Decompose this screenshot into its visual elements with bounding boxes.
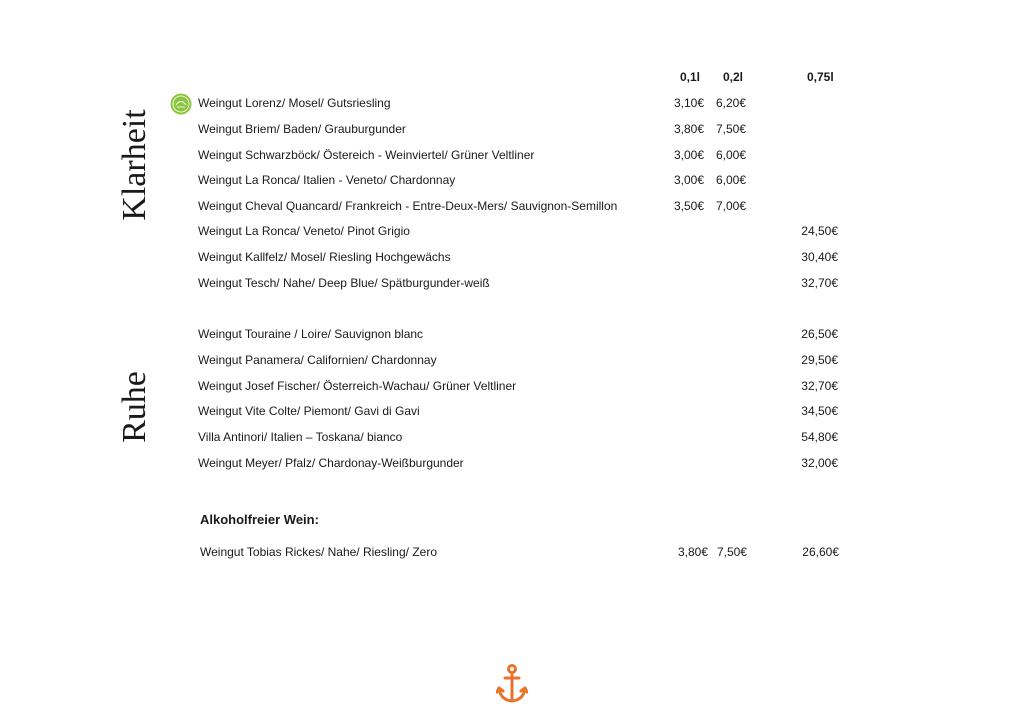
wine-row	[200, 545, 860, 563]
price-0-75l: 32,00€	[801, 456, 838, 470]
wine-name: Villa Antinori/ Italien – Toskana/ bianco	[198, 430, 403, 444]
price-0-2l: 6,00€	[715, 148, 746, 162]
wine-name: Weingut Josef Fischer/ Österreich-Wachau/ Grüner Veltliner	[198, 379, 517, 393]
side-label-klarheit: Klarheit	[116, 109, 153, 221]
column-header-0-75l: 0,75l	[807, 70, 834, 84]
column-header-0-2l: 0,2l	[723, 70, 744, 84]
price-0-1l: 3,00€	[673, 148, 704, 162]
price-0-75l: 32,70€	[801, 276, 838, 290]
wine-name: Weingut Tobias Rickes/ Nahe/ Riesling/ Zero	[200, 545, 437, 559]
wine-name: Weingut Cheval Quancard/ Frankreich - Entre-Deux-Mers/ Sauvignon-Semillon	[198, 199, 618, 213]
price-0-75l: 32,70€	[801, 379, 838, 393]
wine-name: Weingut Touraine / Loire/ Sauvignon blanc	[198, 327, 424, 341]
wine-name: Weingut La Ronca/ Italien - Veneto/ Chardonnay	[198, 173, 456, 187]
wine-row	[198, 250, 858, 268]
wine-row	[198, 353, 858, 371]
wine-row	[198, 224, 858, 242]
wine-name: Weingut La Ronca/ Veneto/ Pinot Grigio	[198, 224, 410, 238]
price-0-75l: 26,60€	[802, 545, 839, 559]
wine-row	[198, 327, 858, 345]
price-0-75l: 30,40€	[801, 250, 838, 264]
price-0-2l: 7,00€	[715, 199, 746, 213]
wine-row	[198, 122, 858, 140]
price-0-75l: 29,50€	[801, 353, 838, 367]
price-0-2l: 7,50€	[716, 545, 747, 559]
wine-row	[198, 148, 858, 166]
side-label-ruhe: Ruhe	[116, 371, 153, 443]
wine-row	[198, 456, 858, 474]
wine-name: Weingut Vite Colte/ Piemont/ Gavi di Gavi	[198, 404, 420, 418]
price-0-1l: 3,80€	[677, 545, 708, 559]
price-0-1l: 3,10€	[673, 96, 704, 110]
wine-name: Weingut Meyer/ Pfalz/ Chardonay-Weißburgunder	[198, 456, 464, 470]
price-0-2l: 6,00€	[715, 173, 746, 187]
price-0-1l: 3,50€	[673, 199, 704, 213]
wine-name: Weingut Tesch/ Nahe/ Deep Blue/ Spätburgunder-weiß	[198, 276, 490, 290]
wine-row	[198, 96, 858, 114]
price-0-75l: 26,50€	[801, 327, 838, 341]
price-0-1l: 3,00€	[673, 173, 704, 187]
wine-name: Weingut Lorenz/ Mosel/ Gutsriesling	[198, 96, 391, 110]
price-0-1l: 3,80€	[673, 122, 704, 136]
price-0-2l: 7,50€	[715, 122, 746, 136]
column-header-0-1l: 0,1l	[680, 70, 701, 84]
wine-row	[198, 199, 858, 217]
price-0-75l: 24,50€	[801, 224, 838, 238]
anchor-icon	[496, 663, 528, 705]
price-0-2l: 6,20€	[715, 96, 746, 110]
wine-name: Weingut Kallfelz/ Mosel/ Riesling Hochgewächs	[198, 250, 451, 264]
wine-row	[198, 379, 858, 397]
bio-seal-icon	[170, 93, 192, 115]
wine-row	[198, 430, 858, 448]
price-0-75l: 34,50€	[801, 404, 838, 418]
wine-name: Weingut Briem/ Baden/ Grauburgunder	[198, 122, 406, 136]
wine-name: Weingut Schwarzböck/ Östereich - Weinviertel/ Grüner Veltliner	[198, 148, 535, 162]
wine-row	[198, 276, 858, 294]
wine-name: Weingut Panamera/ Californien/ Chardonnay	[198, 353, 437, 367]
alcohol-free-heading: Alkoholfreier Wein:	[200, 512, 319, 527]
price-0-75l: 54,80€	[801, 430, 838, 444]
wine-row	[198, 404, 858, 422]
wine-row	[198, 173, 858, 191]
